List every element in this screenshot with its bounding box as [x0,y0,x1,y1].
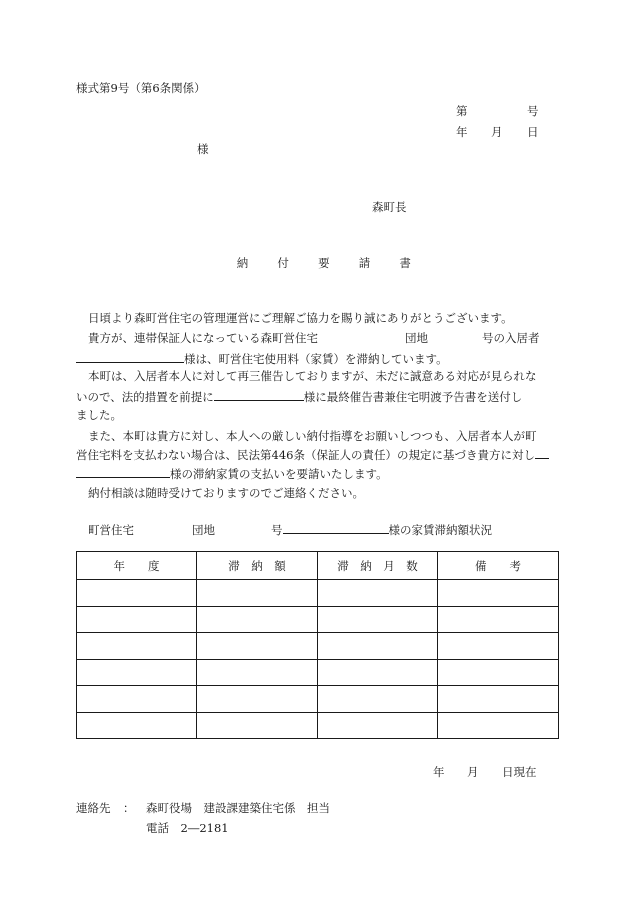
date-day: 日 [527,125,539,139]
name-blank [535,446,549,459]
date-year: 年 [456,125,468,139]
arrears-table [76,551,559,739]
document-title [224,255,424,271]
table-cell[interactable] [77,580,197,607]
contact-colon: ： [123,801,135,815]
table-cell[interactable] [318,686,438,713]
doc-number-prefix: 第 [456,104,468,118]
column-header: 滞 納 月 数 [318,552,438,580]
column-header: 年 度 [77,552,197,580]
title-char: 要 [318,256,330,270]
table-row [77,580,559,607]
table-cell[interactable] [77,686,197,713]
as-of-year: 年 [433,765,445,779]
paragraph-4-line-1: また、本町は貴方に対し、本人への厳しい納付指導をお願いしつつも、入居者本人が町 [88,429,537,443]
table-cell[interactable] [77,606,197,633]
table-row [77,659,559,686]
title-char: 付 [277,256,289,270]
addressee-suffix: 様 [197,142,209,156]
table-cell[interactable] [77,712,197,739]
table-cell[interactable] [438,659,559,686]
table-header-row [77,552,559,580]
title-char: 納 [236,256,249,270]
paragraph-4-line-2: 営住宅料を支払わない場合は、民法第446条（保証人の責任）の規定に基づき貴方に対し [76,446,554,463]
table-cell[interactable] [438,580,559,607]
table-row [77,712,559,739]
table-row [77,686,559,713]
title-char: 書 [399,256,411,270]
paragraph-1: 日頃より森町営住宅の管理運営にご理解ご協力を賜り誠にありがとうございます。 [88,311,513,325]
table-cell[interactable] [197,633,318,660]
table-cell[interactable] [197,606,318,633]
paragraph-5: 納付相談は随時受けておりますのでご連絡ください。 [88,486,364,500]
contact-office: 森町役場 建設課建築住宅係 担当 [146,801,330,815]
resident-name-blank [76,465,170,478]
column-header: 備 考 [438,552,559,580]
table-cell[interactable] [197,686,318,713]
table-cell[interactable] [197,659,318,686]
table-cell[interactable] [318,606,438,633]
title-char: 請 [358,256,371,270]
as-of-month: 月 [467,765,479,779]
paragraph-2-line-2: 様は、町営住宅使用料（家賃）を滞納しています。 [76,350,554,367]
table-cell[interactable] [438,686,559,713]
table-cell[interactable] [318,633,438,660]
paragraph-4-line-3: 様の滞納家賃の支払いを要請いたします。 [76,465,554,482]
table-row [77,606,559,633]
table-cell[interactable] [77,659,197,686]
paragraph-3-line-1: 本町は、入居者本人に対して再三催告しておりますが、未だに誠意ある対応が見られな [88,369,537,383]
resident-name-blank [214,388,304,401]
status-line: 町営住宅 団地 号 様の家賃滞納額状況 [88,523,492,537]
table-cell[interactable] [318,712,438,739]
table-cell[interactable] [438,633,559,660]
paragraph-3-line-2: いので、法的措置を前提に 様に最終催告書兼住宅明渡予告書を送付し [76,390,523,404]
contact-phone: 電話 2―2181 [146,821,229,835]
paragraph-2-line-1: 貴方が、連帯保証人になっている森町営住宅 団地 号の入居者 [88,331,540,345]
column-header: 滞 納 額 [197,552,318,580]
name-blank [283,521,389,534]
table-cell[interactable] [197,712,318,739]
date-month: 月 [491,125,503,139]
table-cell[interactable] [318,580,438,607]
table-cell[interactable] [77,633,197,660]
table-cell[interactable] [197,580,318,607]
sender: 森町長 [372,200,407,214]
table-cell[interactable] [438,712,559,739]
as-of-day: 日現在 [502,765,537,779]
paragraph-3-line-3: ました。 [76,408,122,422]
doc-number-suffix: 号 [527,104,539,118]
form-number: 様式第9号（第6条関係） [76,81,206,95]
contact-label: 連絡先 [76,801,111,815]
table-row [77,633,559,660]
table-cell[interactable] [318,659,438,686]
table-cell[interactable] [438,606,559,633]
resident-name-blank [76,350,184,363]
